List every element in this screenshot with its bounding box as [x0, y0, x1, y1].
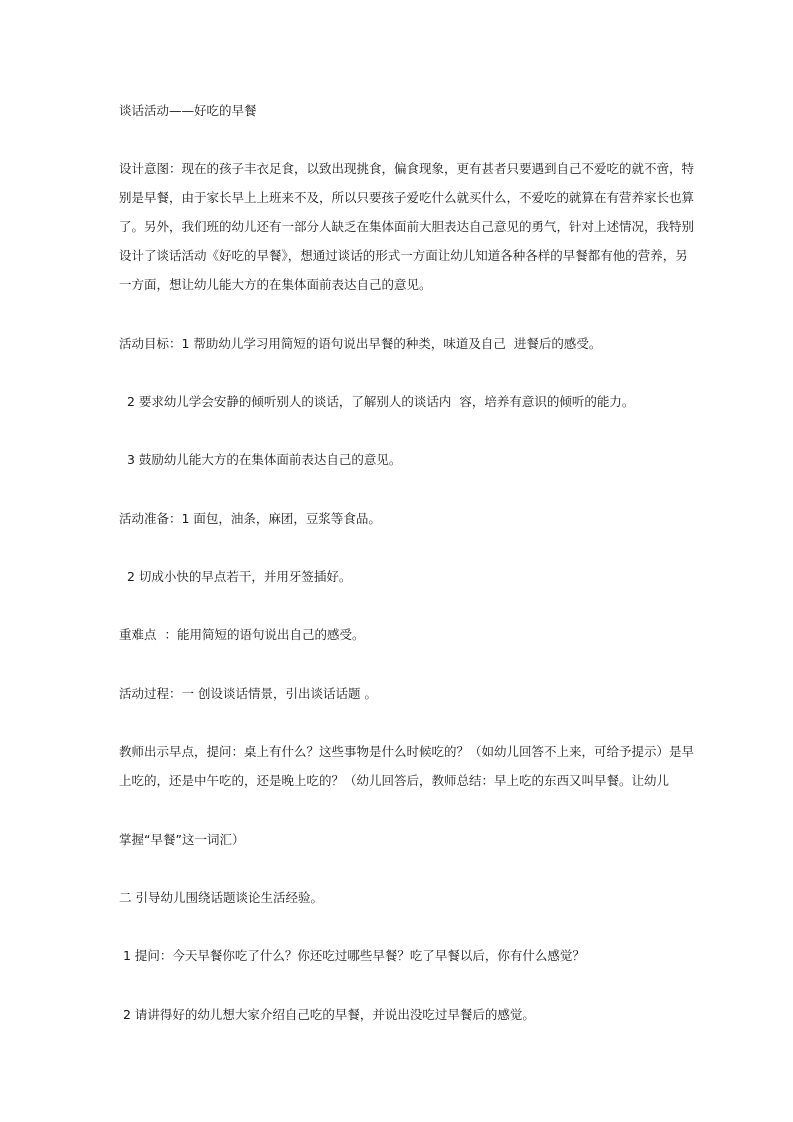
process-title-line: 活动过程：一 创设谈话情景，引出谈话话题 。 — [119, 686, 377, 701]
preparation-line: 2 切成小快的早点若干，并用牙签插好。 — [119, 569, 352, 584]
key-point-line: 重难点 ：能用简短的语句说出自己的感受。 — [119, 627, 365, 642]
step-two-line: 二 引导幼儿围绕话题谈论生活经验。 — [119, 890, 323, 905]
goal-line: 3 鼓励幼儿能大方的在集体面前表达自己的意见。 — [119, 452, 402, 467]
design-intent-line: 别是早餐，由于家长早上上班来不及，所以只要孩子爱吃什么就买什么，不爱吃的就算在有营养家长也算 — [119, 190, 695, 205]
goal-line: 活动目标：1 帮助幼儿学习用简短的语句说出早餐的种类，味道及自己 进餐后的感受。 — [119, 336, 602, 351]
document-title: 谈话活动——好吃的早餐 — [119, 103, 257, 118]
process-body-line: 教师出示早点，提问：桌上有什么？这些事物是什么时候吃的？（如幼儿回答不上来，可给予提示）是早 — [119, 744, 695, 759]
question-two-line: 2 请讲得好的幼儿想大家介绍自己吃的早餐，并说出没吃过早餐后的感觉。 — [119, 1007, 535, 1022]
goal-line: 2 要求幼儿学会安静的倾听别人的谈话，了解别人的谈话内 容，培养有意识的倾听的能力。 — [119, 394, 635, 409]
preparation-line: 活动准备：1 面包，油条，麻团，豆浆等食品。 — [119, 511, 381, 526]
question-one-line: 1 提问：今天早餐你吃了什么？你还吃过哪些早餐？吃了早餐以后，你有什么感觉？ — [119, 948, 585, 963]
process-body-line: 上吃的，还是中午吃的，还是晚上吃的？（幼儿回答后，教师总结：早上吃的东西又叫早餐。让幼儿 — [119, 773, 670, 788]
design-intent-line: 设计意图：现在的孩子丰衣足食，以致出现挑食，偏食现象，更有甚者只要遇到自己不爱吃的就不啻，特 — [119, 161, 695, 176]
process-tail-line: 掌握“早餐”这一词汇） — [119, 832, 245, 847]
design-intent-line: 一方面，想让幼儿能大方的在集体面前表达自己的意见。 — [119, 277, 432, 292]
design-intent-line: 设计了谈话活动《好吃的早餐》，想通过谈话的形式一方面让幼儿知道各种各样的早餐都有他的营养，另 — [119, 248, 688, 263]
design-intent-line: 了。另外，我们班的幼儿还有一部分人缺乏在集体面前大胆表达自己意见的勇气，针对上述情况，我特别 — [119, 219, 695, 234]
